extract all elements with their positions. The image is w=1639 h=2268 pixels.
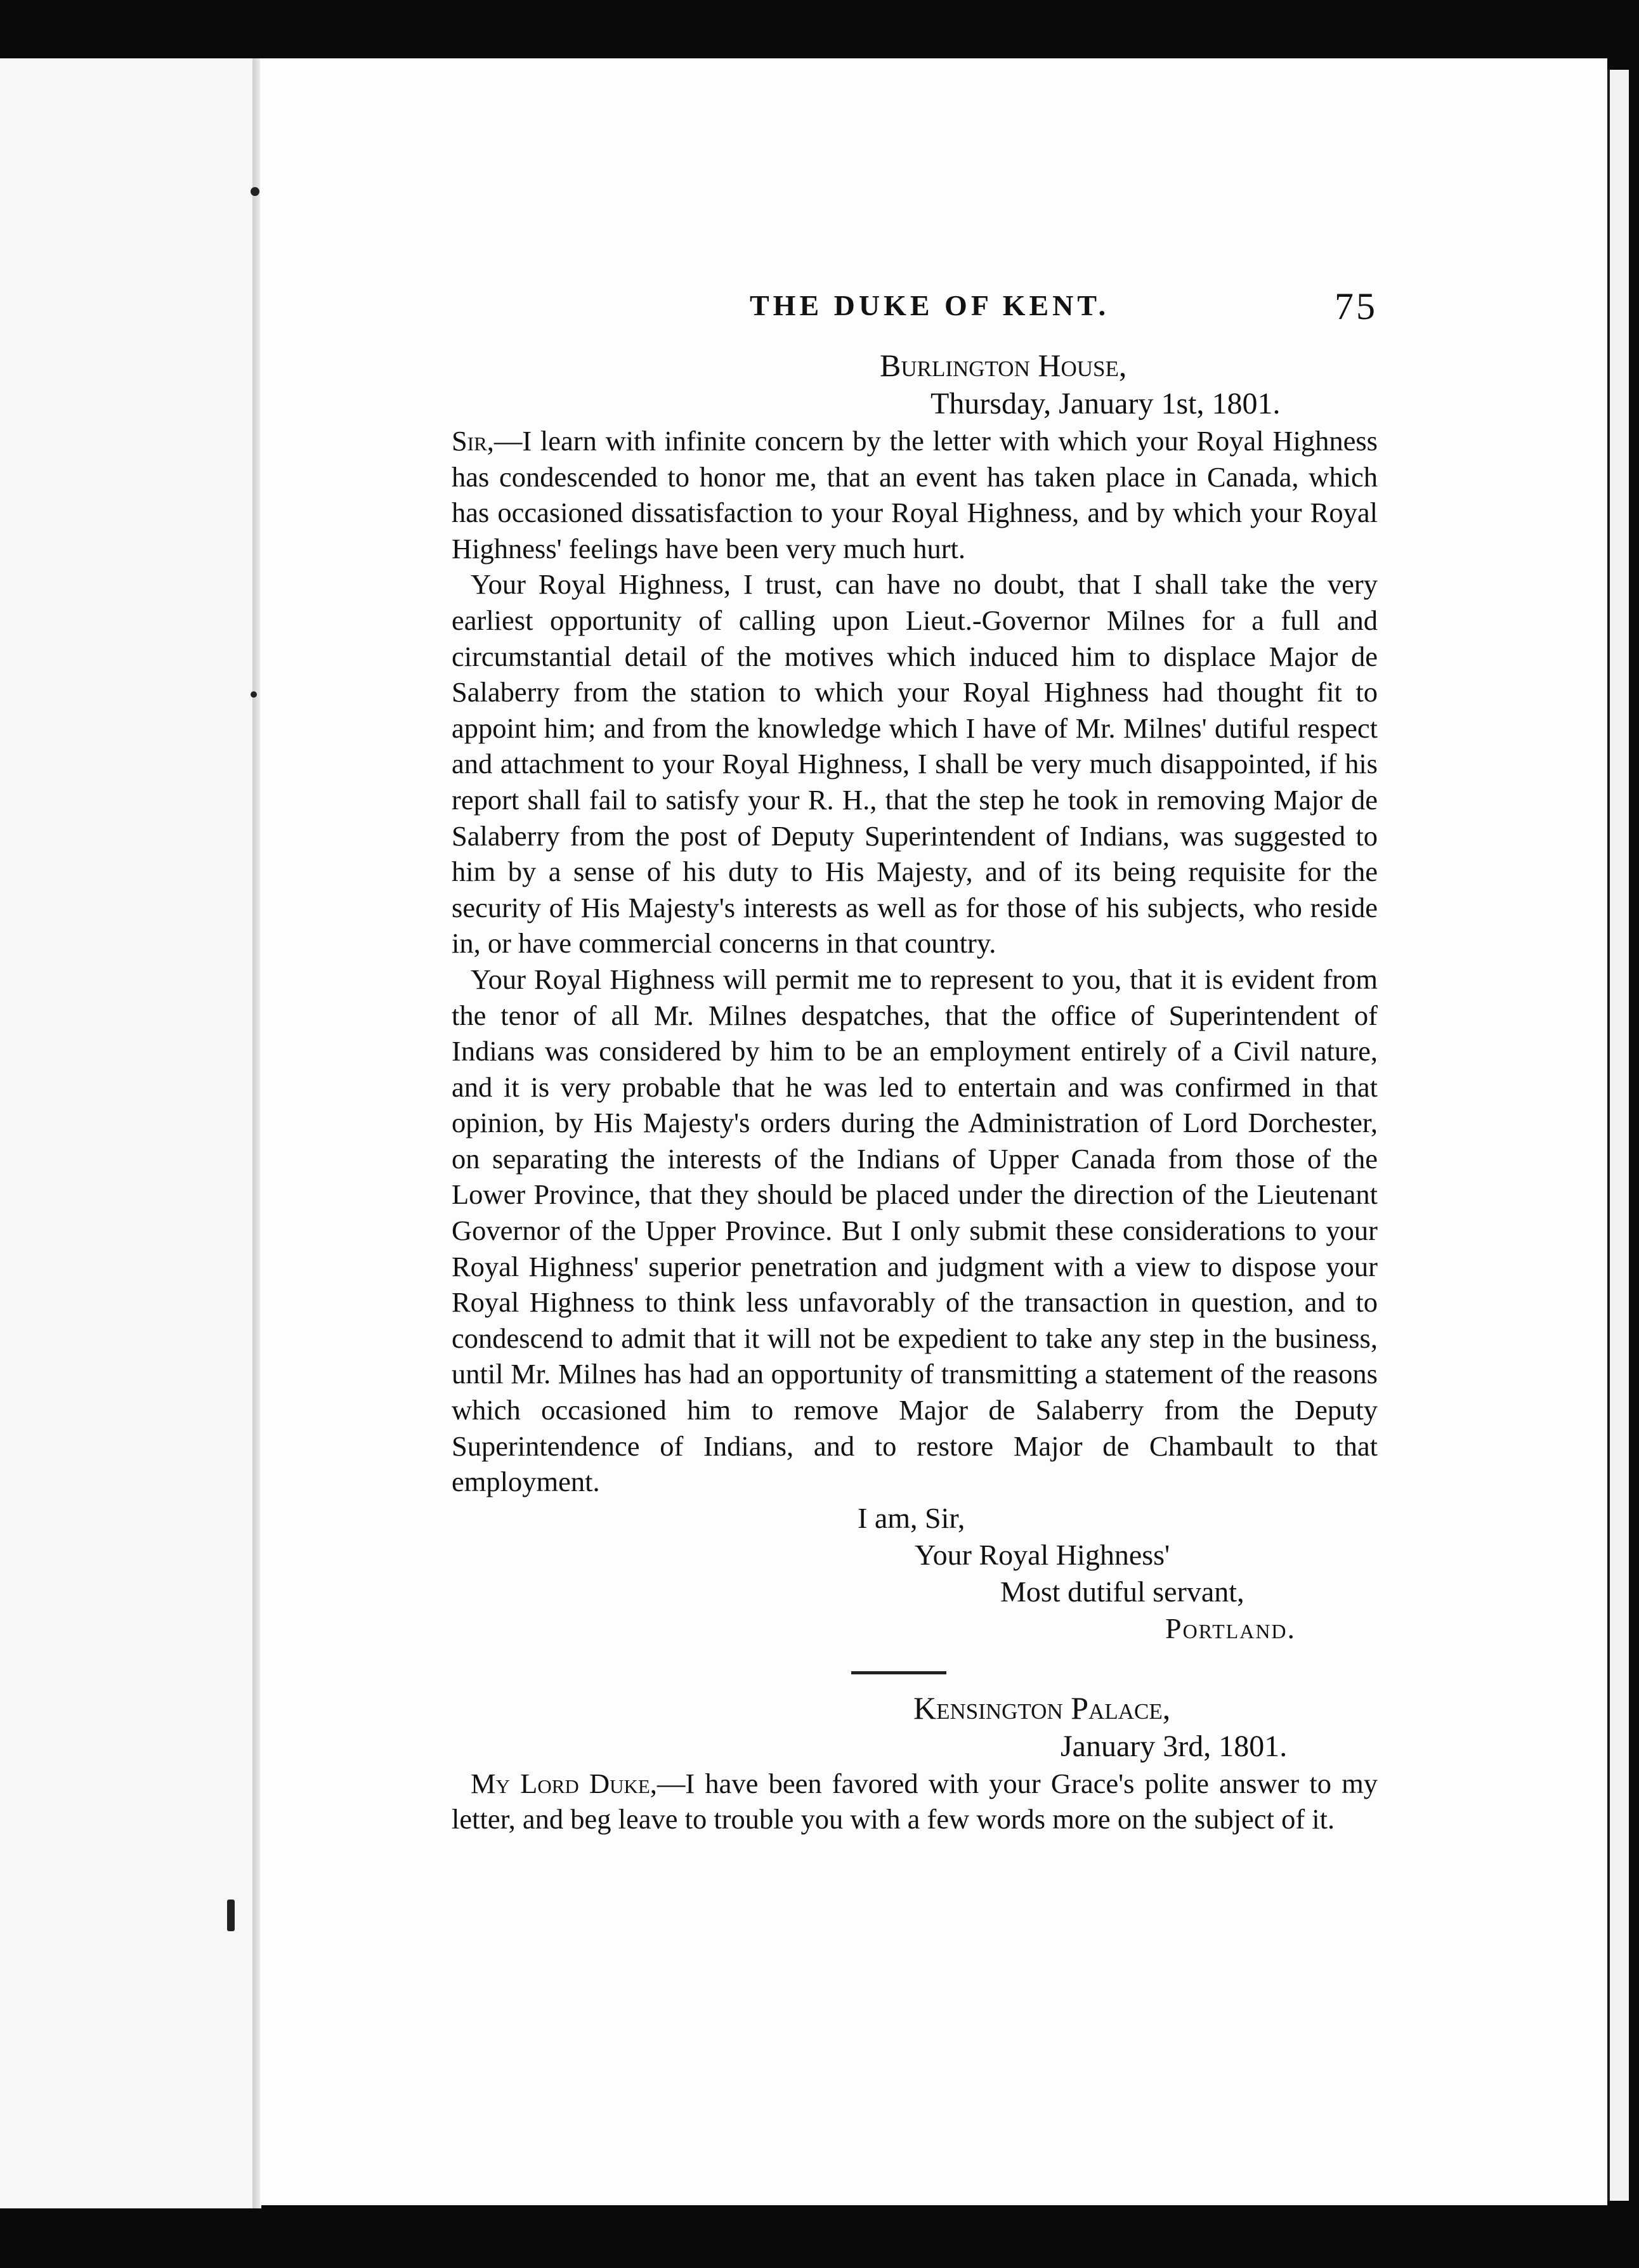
margin-dot bbox=[251, 691, 257, 698]
salutation: My Lord Duke,— bbox=[471, 1767, 686, 1799]
page-content bbox=[452, 285, 1378, 1837]
margin-tick bbox=[227, 1900, 235, 1931]
facing-page bbox=[0, 58, 254, 2208]
letter-paragraph: Your Royal Highness, I trust, can have no doubt, that I shall take the very earliest opportunity of calling upon Lieut.-Governor Milnes for a full and circumstantial detail of the motives which induced him to displace Major de Salaberry from the station to which your Royal Highness had thought fit to appoint him; and from the knowledge which I have of Mr. Milnes' dutiful respect and attachment to your Royal Highness, I shall be very much disappointed, if his report shall fail to satisfy your R. H., that the step he took in removing Major de Salaberry from the post of Deputy Superintendent of Indians, was suggested to him by a sense of his duty to His Majesty, and of its being requisite for the security of His Majesty's interests as well as for those of his subjects, who reside in, or have commercial concerns in that country. bbox=[452, 568, 1378, 960]
page-edge bbox=[1607, 70, 1629, 2201]
separator-rule bbox=[851, 1671, 946, 1674]
letter-paragraph: My Lord Duke,—I have been favored with your Grace's polite answer to my letter, and beg leave to trouble you with a few words more on the subject of it. bbox=[452, 1767, 1378, 1835]
signature: Portland. bbox=[1165, 1612, 1296, 1645]
closing-line: Your Royal Highness' bbox=[915, 1538, 1170, 1571]
letter-kent bbox=[452, 1688, 1378, 1837]
running-title: THE DUKE OF KENT. bbox=[750, 289, 1110, 322]
letter-paragraph: Your Royal Highness will permit me to represent to you, that it is evident from the tenor of all Mr. Milnes despatches, that the office of Superintendent of Indians was considered by him to be an employment entirely of a Civil nature, and it is very probable that he was led to entertain and was confirmed in that opinion, by His Majesty's orders during the Administration of Lord Dorchester, on separating the interests of the Indians of Upper Canada from those of the Lower Province, that they should be placed under the direction of the Lieutenant Governor of the Upper Province. But I only submit these considerations to your Royal Highness' superior penetration and judgment with a view to dispose your Royal Highness to think less unfavorably of the transaction in question, and to condescend to admit that it will not be expedient to take any step in the business, until Mr. Milnes has had an opportunity of transmitting a statement of the reasons which occasioned him to remove Major de Salaberry from the Deputy Superintendence of Indians, and to restore Major de Chambault to that employment. bbox=[452, 963, 1378, 1498]
running-header bbox=[452, 285, 1378, 346]
salutation: Sir,— bbox=[452, 425, 523, 457]
letter-place: Burlington House, bbox=[880, 348, 1127, 383]
closing-line: I am, Sir, bbox=[858, 1501, 965, 1534]
letter-date: January 3rd, 1801. bbox=[1061, 1729, 1288, 1763]
letter-portland bbox=[452, 346, 1378, 1647]
closing-line: Most dutiful servant, bbox=[1000, 1575, 1244, 1608]
letter-date: Thursday, January 1st, 1801. bbox=[931, 387, 1281, 420]
letter-place: Kensington Palace, bbox=[913, 1690, 1171, 1726]
letter-paragraph: Sir,—I learn with infinite concern by the letter with which your Royal Highness has condescended to honor me, that an event has taken place in Canada, which has occasioned dissatisfaction to your Royal Highness, and by which your Royal Highness' feelings have been very much hurt. bbox=[452, 425, 1378, 564]
page-number: 75 bbox=[1335, 285, 1378, 327]
margin-dot bbox=[251, 187, 259, 196]
